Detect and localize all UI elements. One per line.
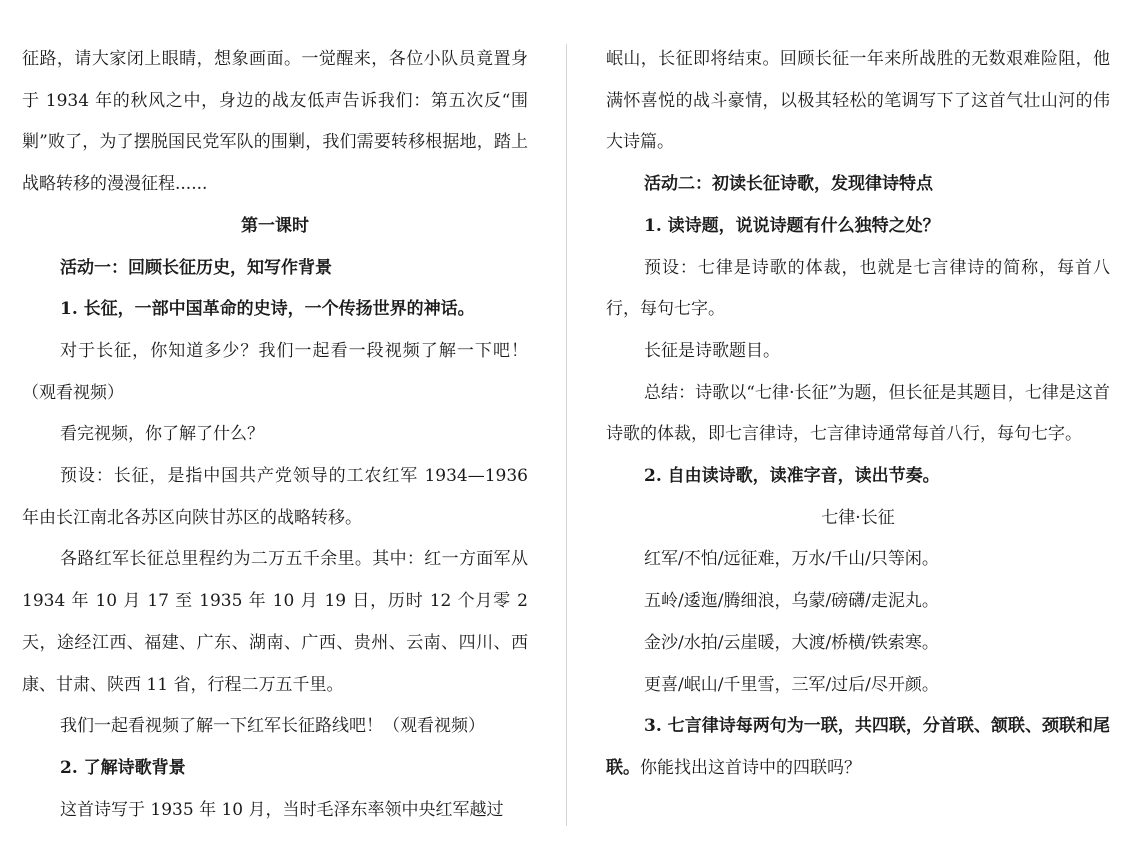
activity-two-heading: 活动二：初读长征诗歌，发现律诗特点 [644,174,933,195]
paragraph: 对于长征，你知道多少？我们一起看一段视频了解一下吧！（观看视频） [22,340,528,403]
poem-title: 七律·长征 [821,507,895,528]
poem-line: 五岭/逶迤/腾细浪，乌蒙/磅礴/走泥丸。 [644,591,939,612]
section-1-heading: 1. 长征，一部中国革命的史诗，一个传扬世界的神话。 [60,299,475,320]
section-2-heading: 2. 了解诗歌背景 [60,757,186,778]
question-1-heading: 1. 读诗题，说说诗题有什么独特之处？ [644,215,940,236]
activity-one-heading: 活动一：回顾长征历史，知写作背景 [60,257,332,278]
question-3-paragraph [606,706,1110,789]
paragraph: 预设：七律是诗歌的体裁，也就是七言律诗的简称，每首八行，每句七字。 [606,257,1110,320]
right-column [606,39,1110,790]
question-3-tail: 你能找出这首诗中的四联吗？ [640,757,861,778]
lesson-heading: 第一课时 [241,215,309,236]
poem-line: 金沙/水拍/云崖暖，大渡/桥横/铁索寒。 [644,632,939,653]
column-divider [566,44,567,826]
summary-paragraph: 总结：诗歌以“七律·长征”为题，但长征是其题目，七律是这首诗歌的体裁，即七言律诗，七言律诗通常每首八行，每句七字。 [606,382,1110,445]
question-2-heading: 2. 自由读诗歌，读准字音，读出节奏。 [644,466,940,487]
question-3-bold: 3. 七言律诗每两句为一联，共四联，分首联、颔联、颈联和尾联。 [606,716,1110,778]
poem-line: 红军/不怕/远征难，万水/千山/只等闲。 [644,549,939,570]
paragraph: 看完视频，你了解了什么？ [60,424,264,445]
paragraph: 这首诗写于 1935 年 10 月，当时毛泽东率领中央红军越过 [60,799,504,820]
paragraph: 长征是诗歌题目。 [644,340,780,361]
left-column [22,39,528,831]
paragraph: 各路红军长征总里程约为二万五千余里。其中：红一方面军从 1934 年 10 月 17 至 1935 年 10 月 19 日，历时 12 个月零 2 天，途经江西、福建、广东、湖南、广西、贵州、云南、四川、西康、甘肃、陕西 11 省，行程二万五千里。 [22,549,528,695]
intro-paragraph: 征路，请大家闭上眼睛，想象画面。一觉醒来，各位小队员竟置身于 1934 年的秋风之中，身边的战友低声告诉我们：第五次反“围剿”败了，为了摆脱国民党军队的围剿，我们需要转移根据地，踏上战略转移的漫漫征程...... [22,49,528,195]
paragraph: 预设：长征，是指中国共产党领导的工农红军 1934—1936 年由长江南北各苏区向陕甘苏区的战略转移。 [22,466,528,528]
poem-line: 更喜/岷山/千里雪，三军/过后/尽开颜。 [644,674,939,695]
continued-paragraph: 岷山，长征即将结束。回顾长征一年来所战胜的无数艰难险阻，他满怀喜悦的战斗豪情，以极其轻松的笔调写下了这首气壮山河的伟大诗篇。 [606,49,1110,153]
paragraph: 我们一起看视频了解一下红军长征路线吧！（观看视频） [60,716,485,737]
